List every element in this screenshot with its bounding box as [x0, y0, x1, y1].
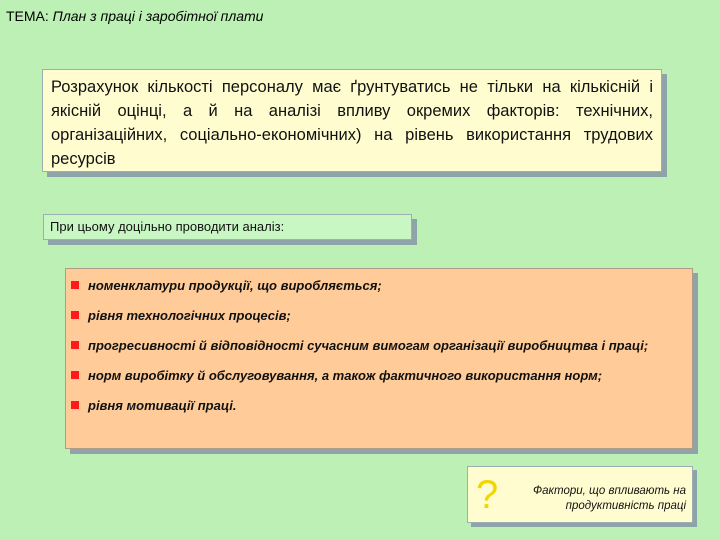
nav-button-label: Фактори, що впливають на продуктивність праці	[532, 485, 686, 512]
list-item-text: норм виробітку й обслуговування, а також фактичного використання норм;	[88, 368, 603, 383]
topic-label: ТЕМА:	[6, 8, 53, 24]
square-bullet-icon	[71, 311, 79, 319]
topic-header	[6, 8, 263, 24]
analysis-list-box	[65, 268, 693, 449]
list-item-text: рівня технологічних процесів;	[88, 308, 291, 323]
question-mark-icon: ?	[476, 473, 499, 517]
square-bullet-icon	[71, 371, 79, 379]
list-item	[71, 367, 688, 385]
topic-title: План з праці і заробітної плати	[52, 8, 264, 24]
list-item-text: номенклатури продукції, що виробляється;	[88, 278, 382, 293]
square-bullet-icon	[71, 341, 79, 349]
list-item-text: рівня мотивації праці.	[88, 398, 237, 413]
intro-text: Розрахунок кількості персоналу має ґрунтуватись не тільки на кількісній і якісній оцінці, а й на аналізі впливу окремих факторів: технічних, організаційних, соціально-економічних) на рівень використання трудових ресурсів	[51, 78, 653, 168]
analysis-list	[71, 277, 688, 415]
list-item	[71, 307, 688, 325]
list-item-text: прогресивності й відповідності сучасним вимогам організації виробництва і праці;	[88, 338, 649, 353]
list-item	[71, 337, 688, 355]
intro-text-box	[42, 69, 662, 172]
analysis-subheading-box	[43, 214, 412, 240]
square-bullet-icon	[71, 281, 79, 289]
square-bullet-icon	[71, 401, 79, 409]
analysis-subheading: При цьому доцільно проводити аналіз:	[50, 219, 285, 234]
productivity-factors-link-button[interactable]	[467, 466, 693, 523]
list-item	[71, 397, 688, 415]
list-item	[71, 277, 688, 295]
